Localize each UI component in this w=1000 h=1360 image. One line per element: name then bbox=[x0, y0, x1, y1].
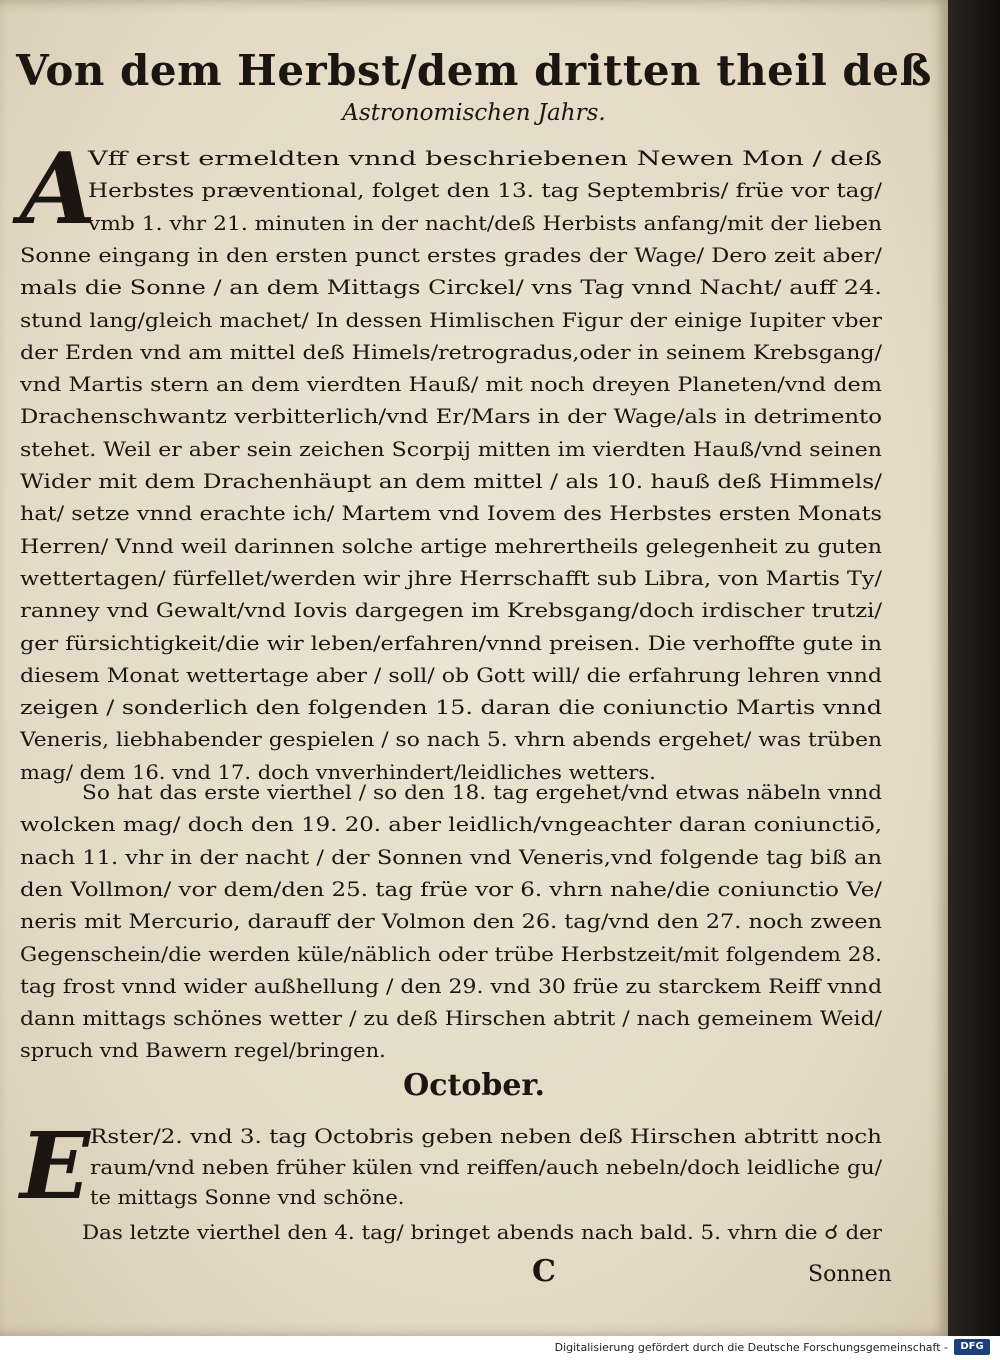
text-line: vnd Martis stern an dem vierdten Hauß/ mit noch dreyen Planeten/vnd dem bbox=[20, 372, 882, 397]
text-line: stund lang/gleich machet/ In dessen Himlischen Figur der einige Iupiter vber bbox=[20, 307, 882, 332]
text-line: stehet. Weil er aber sein zeichen Scorpij mitten im vierdten Hauß/vnd seinen bbox=[20, 436, 882, 461]
text-line: Gegenschein/die werden küle/näblich oder trübe Herbstzeit/mit folgendem 28. bbox=[20, 941, 882, 966]
section-heading-october: October. bbox=[403, 1068, 545, 1103]
digitization-footer bbox=[0, 1336, 1000, 1360]
text-line: den Vollmon/ vor dem/den 25. tag früe vor 6. vhrn nahe/die coniunctio Ve/ bbox=[20, 876, 882, 901]
drop-cap-october-paragraph: E bbox=[20, 1112, 91, 1220]
page-subtitle: Astronomischen Jahrs. bbox=[342, 100, 606, 126]
text-line: Herbstes præventional, folget den 13. tag Septembris/ früe vor tag/ bbox=[88, 178, 882, 203]
scan-edge bbox=[948, 0, 1000, 1336]
text-line: Drachenschwantz verbitterlich/vnd Er/Mars in der Wage/als in detrimento bbox=[20, 404, 882, 429]
text-line: tag frost vnnd wider außhellung / den 29. vnd 30 früe zu starckem Reiff vnnd bbox=[20, 973, 882, 998]
text-line: Rster/2. vnd 3. tag Octobris geben neben deß Hirschen abtritt noch bbox=[90, 1124, 882, 1148]
text-line: ger fürsichtigkeit/die wir leben/erfahren/vnnd preisen. Die verhoffte gute in bbox=[20, 630, 882, 655]
signature-mark: C bbox=[532, 1254, 556, 1289]
text-line: ranney vnd Gewalt/vnd Iovis dargegen im Krebsgang/doch irdischer trutzi/ bbox=[20, 598, 882, 623]
text-line: mals die Sonne / an dem Mittags Circkel/ vns Tag vnnd Nacht/ auff 24. bbox=[20, 275, 882, 300]
text-line: zeigen / sonderlich den folgenden 15. daran die coniunctio Martis vnnd bbox=[20, 695, 882, 720]
text-line: dann mittags schönes wetter / zu deß Hirschen abtrit / nach gemeinem Weid/ bbox=[20, 1006, 883, 1031]
text-line: Wider mit dem Drachenhäupt an dem mittel / als 10. hauß deß Himmels/ bbox=[20, 469, 882, 493]
text-line: der Erden vnd am mittel deß Himels/retrogradus,oder in seinem Krebsgang/ bbox=[20, 339, 882, 364]
text-line: Sonne eingang in den ersten punct erstes grades der Wage/ Dero zeit aber/ bbox=[20, 242, 882, 267]
text-line: wolcken mag/ doch den 19. 20. aber leidlich/vngeachter daran coniunctiō, bbox=[20, 812, 882, 837]
text-line: spruch vnd Bawern regel/bringen. bbox=[20, 1038, 386, 1063]
text-line: Veneris, liebhabender gespielen / so nach 5. vhrn abends ergehet/ was trüben bbox=[20, 727, 882, 752]
text-line: So hat das erste vierthel / so den 18. tag ergehet/vnd etwas näbeln vnnd bbox=[82, 780, 882, 804]
text-line: wettertagen/ fürfellet/werden wir jhre Herrschafft sub Libra, von Martis Ty/ bbox=[20, 565, 883, 590]
text-line: te mittags Sonne vnd schöne. bbox=[90, 1185, 405, 1209]
text-line: Herren/ Vnnd weil darinnen solche artige mehrertheils gelegenheit zu guten bbox=[20, 533, 883, 558]
text-line: vmb 1. vhr 21. minuten in der nacht/deß Herbists anfang/mit der lieben bbox=[88, 210, 883, 235]
text-line: Vff erst ermeldten vnnd beschriebenen Newen Mon / deß bbox=[88, 146, 883, 170]
drop-cap-first-paragraph: A bbox=[20, 132, 97, 247]
footer-credit: Digitalisierung gefördert durch die Deutsche Forschungsgemeinschaft - bbox=[554, 1341, 948, 1354]
text-line: neris mit Mercurio, darauff der Volmon den 26. tag/vnd den 27. noch zween bbox=[20, 909, 882, 934]
text-line: Das letzte vierthel den 4. tag/ bringet abends nach bald. 5. vhrn die ☌ der bbox=[82, 1220, 882, 1244]
catchword: Sonnen bbox=[808, 1262, 892, 1287]
text-line: hat/ setze vnnd erachte ich/ Martem vnd Iovem des Herbstes ersten Monats bbox=[20, 501, 882, 526]
text-line: raum/vnd neben früher külen vnd reiffen/auch nebeln/doch leidliche gu/ bbox=[90, 1154, 882, 1179]
text-line: mag/ dem 16. vnd 17. doch vnverhindert/leidliches wetters. bbox=[20, 759, 656, 784]
text-line: diesem Monat wettertage aber / soll/ ob Gott will/ die erfahrung lehren vnnd bbox=[20, 662, 882, 687]
dfg-logo-icon: DFG bbox=[954, 1339, 990, 1355]
text-line: nach 11. vhr in der nacht / der Sonnen vnd Veneris,vnd folgende tag biß an bbox=[20, 844, 882, 869]
page-title: Von dem Herbst/dem dritten theil deß bbox=[16, 46, 932, 95]
